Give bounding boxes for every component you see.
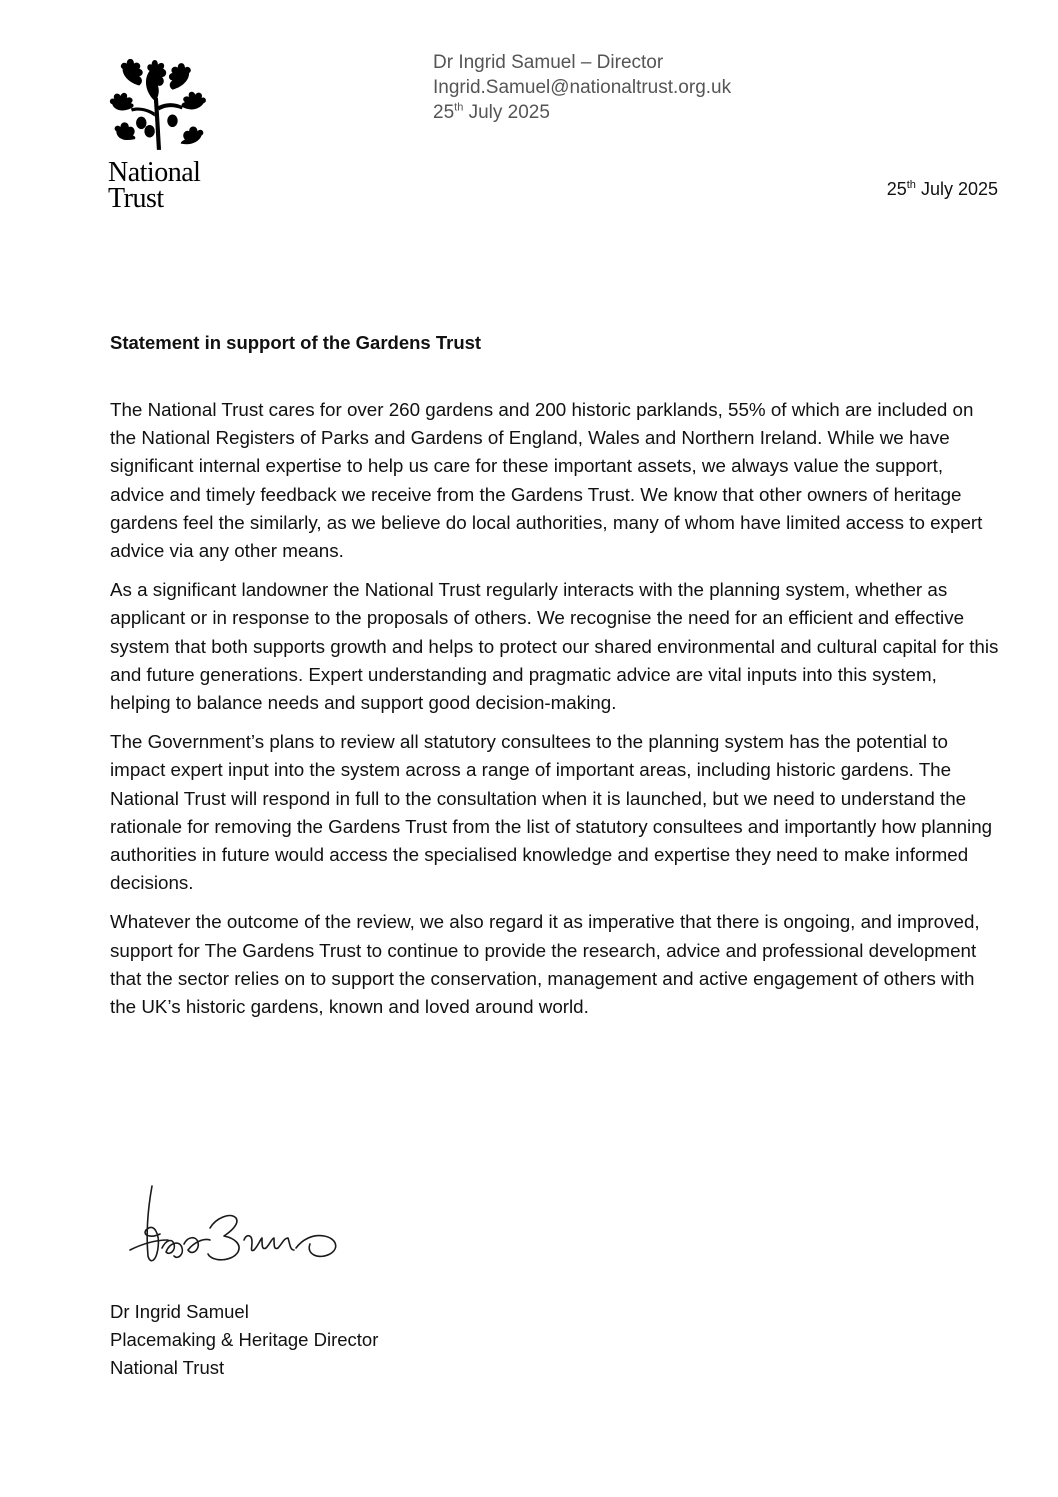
signoff-role: Placemaking & Heritage Director bbox=[110, 1329, 379, 1350]
signoff-name: Dr Ingrid Samuel bbox=[110, 1301, 249, 1322]
sender-date-day: 25 bbox=[433, 102, 455, 123]
sender-block bbox=[433, 50, 731, 125]
handwritten-signature bbox=[112, 1178, 382, 1278]
national-trust-logo bbox=[108, 48, 228, 212]
paragraph-3: The Government’s plans to review all statutory consultees to the planning system has the potential to impact expert input into the system across a range of important areas, including historic gardens. The National Trust will respond in full to the consultation when it is launched, but we need to understand the rationale for removing the Gardens Trust from the list of statutory consultees and importantly how planning authorities in future would access the specialised knowledge and expertise they need to make informed decisions. bbox=[110, 731, 993, 894]
paragraph-4: Whatever the outcome of the review, we also regard it as imperative that there is ongoing, and improved, support for The Gardens Trust to continue to provide the research, advice and professional development that the sector relies on to support the conservation, management and active engagement of others with the UK’s historic gardens, known and loved around world. bbox=[110, 911, 980, 1018]
letter-date-rest: July 2025 bbox=[915, 179, 998, 199]
logo-line-trust: Trust bbox=[108, 183, 164, 214]
signoff-org: National Trust bbox=[110, 1357, 225, 1378]
letter-date bbox=[887, 179, 998, 200]
signoff-block bbox=[110, 1298, 378, 1382]
sender-date bbox=[433, 100, 731, 125]
statement-title: Statement in support of the Gardens Trust bbox=[110, 332, 482, 353]
logo-wordmark bbox=[108, 157, 228, 214]
sender-name: Dr Ingrid Samuel – Director bbox=[433, 52, 664, 73]
letter-body bbox=[110, 396, 1000, 1032]
letter-date-suffix: th bbox=[906, 179, 916, 191]
letter-date-day: 25 bbox=[886, 179, 907, 199]
paragraph-1: The National Trust cares for over 260 gardens and 200 historic parklands, 55% of which are included on the National Registers of Parks and Gardens of England, Wales and Northern Ireland. While we have significant internal expertise to help us care for these important assets, we always value the support, advice and timely feedback we receive from the Gardens Trust. We know that other owners of heritage gardens feel the similarly, as we believe do local authorities, many of whom have limited access to expert advice via any other means. bbox=[110, 399, 983, 562]
sender-date-rest: July 2025 bbox=[463, 102, 550, 123]
oak-leaf-logo-icon bbox=[108, 48, 212, 152]
paragraph-2: As a significant landowner the National Trust regularly interacts with the planning system, whether as applicant or in response to the proposals of others. We recognise the need for an efficient and effective system that both supports growth and helps to protect our shared environmental and cultural capital for this and future generations. Expert understanding and pragmatic advice are vital inputs into this system, helping to balance needs and support good decision-making. bbox=[110, 579, 999, 714]
sender-email: Ingrid.Samuel@nationaltrust.org.uk bbox=[433, 77, 732, 98]
logo-line-national: National bbox=[108, 157, 201, 188]
sender-date-suffix: th bbox=[454, 101, 464, 114]
